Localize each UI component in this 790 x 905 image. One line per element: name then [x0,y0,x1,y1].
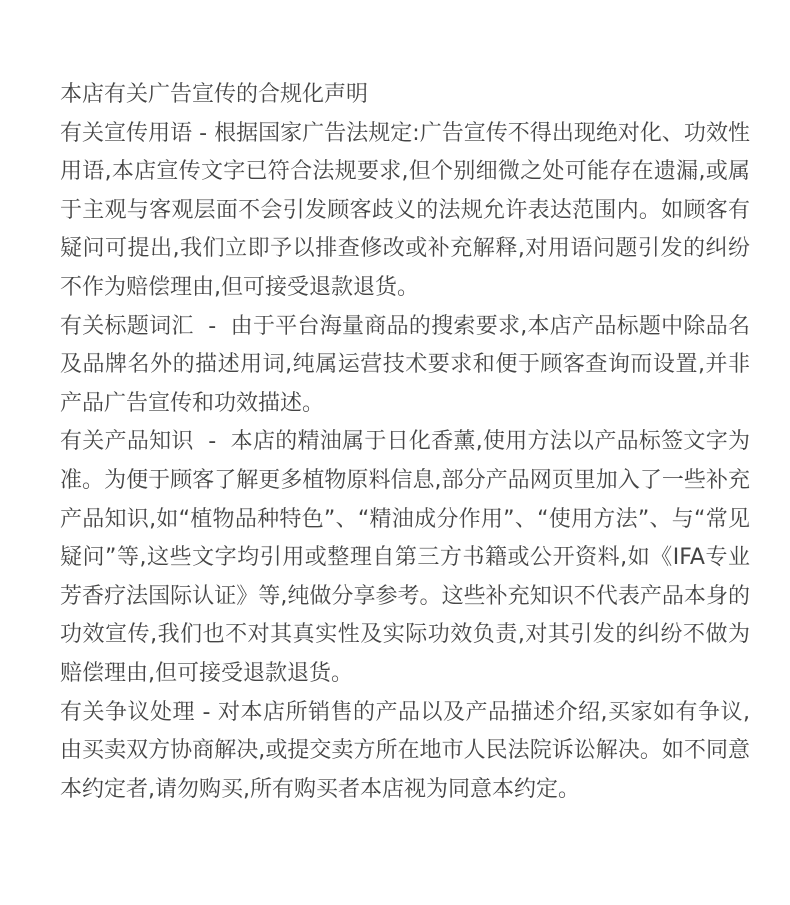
section-body: 根据国家广告法规定:广告宣传不得出现绝对化、功效性用语,本店宣传文字已符合法规要求,但个别细微之处可能存在遗漏,或属于主观与客观层面不会引发顾客歧义的法规允许表达范围内。如顾客有疑问可提出,我们立即予以排查修改或补充解释,对用语问题引发的纠纷不作为赔偿理由,但可接受退款退货。 [60,120,750,300]
section-dispute-resolution [60,694,750,810]
section-product-knowledge [60,423,750,693]
section-heading: 有关标题词汇 [60,313,194,339]
section-title-keywords [60,308,750,424]
section-body: 对本店所销售的产品以及产品描述介绍,买家如有争议,由买卖双方协商解决,或提交卖方所在地市人民法院诉讼解决。如不同意本约定者,请勿购买,所有购买者本店视为同意本约定。 [60,699,750,802]
section-separator: - [193,313,231,339]
section-separator: - [195,699,218,725]
compliance-statement [60,76,750,809]
section-body: 本店的精油属于日化香薰,使用方法以产品标签文字为准。为便于顾客了解更多植物原料信息,部分产品网页里加入了一些补充产品知识,如“植物品种特色”、“精油成分作用”、“使用方法”、与“常见疑问”等,这些文字均引用或整理自第三方书籍或公开资料,如《IFA专业芳香疗法国际认证》等,纯做分享参考。这些补充知识不代表产品本身的功效宣传,我们也不对其真实性及实际功效负责,对其引发的纠纷不做为赔偿理由,但可接受退款退货。 [60,429,750,686]
page-title: 本店有关广告宣传的合规化声明 [60,82,369,107]
section-heading: 有关产品知识 [60,429,194,455]
section-separator: - [192,120,215,146]
section-heading: 有关宣传用语 [60,120,193,146]
section-promotional-terms [60,115,750,308]
section-separator: - [193,429,231,455]
section-heading: 有关争议处理 [60,699,196,725]
section-body: 由于平台海量商品的搜索要求,本店产品标题中除品名及品牌名外的描述用词,纯属运营技术要求和便于顾客查询而设置,并非产品广告宣传和功效描述。 [60,313,750,416]
